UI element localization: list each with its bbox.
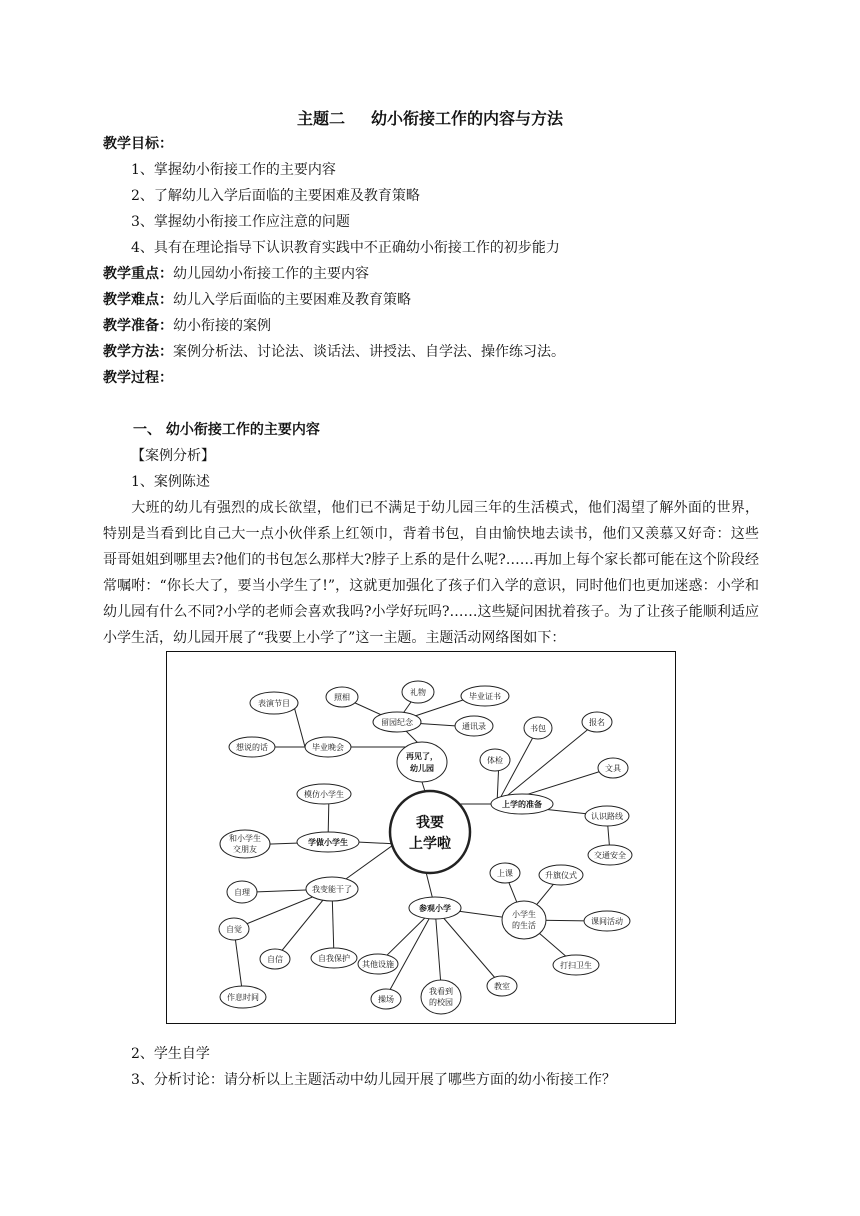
svg-text:和小学生: 和小学生 — [229, 834, 261, 843]
node-stationery — [598, 758, 628, 778]
field-value: 幼小衔接的案例 — [173, 318, 271, 334]
node-self-care — [227, 881, 257, 903]
mind-map-svg — [167, 652, 675, 1023]
node-schoolbag — [524, 717, 552, 739]
title-text: 幼小衔接工作的内容与方法 — [371, 109, 564, 128]
node-imitate — [297, 784, 351, 804]
field-label: 教学重点： — [103, 266, 173, 282]
node-gift — [402, 681, 434, 703]
svg-text:文具: 文具 — [605, 764, 621, 773]
node-class — [490, 863, 520, 883]
node-address-book — [455, 716, 493, 736]
page-title — [0, 106, 860, 129]
svg-text:上学的准备: 上学的准备 — [502, 800, 542, 809]
svg-text:的校园: 的校园 — [429, 998, 453, 1007]
node-campus — [421, 980, 461, 1014]
node-farewell — [397, 742, 447, 782]
svg-text:报名: 报名 — [589, 718, 605, 727]
svg-text:升旗仪式: 升旗仪式 — [545, 871, 577, 880]
svg-text:幼儿园: 幼儿园 — [410, 764, 434, 773]
field-label: 教学方法： — [103, 344, 173, 360]
title-part: 主题二 — [296, 109, 345, 128]
node-graduation-party — [305, 737, 351, 757]
field-value: 幼儿园幼小衔接工作的主要内容 — [173, 266, 369, 282]
svg-text:上课: 上课 — [497, 869, 513, 878]
node-capable — [306, 877, 358, 901]
svg-text:的生活: 的生活 — [512, 921, 536, 930]
svg-text:我变能干了: 我变能干了 — [312, 885, 352, 894]
svg-text:自觉: 自觉 — [226, 925, 242, 934]
svg-text:参观小学: 参观小学 — [419, 904, 451, 913]
svg-text:通讯录: 通讯录 — [462, 722, 486, 731]
svg-text:交通安全: 交通安全 — [594, 851, 626, 860]
process-row — [103, 368, 173, 388]
node-learn-pupil — [297, 832, 359, 852]
svg-text:学做小学生: 学做小学生 — [308, 838, 348, 847]
node-traffic — [588, 845, 632, 865]
svg-text:照相: 照相 — [334, 693, 350, 702]
goals-heading: 教学目标： — [103, 136, 173, 152]
case-paragraph — [103, 495, 759, 651]
svg-text:打扫卫生: 打扫卫生 — [560, 961, 592, 970]
svg-text:表演节目: 表演节目 — [258, 699, 290, 708]
node-preparation — [491, 794, 553, 814]
svg-text:作息时间: 作息时间 — [227, 993, 259, 1002]
svg-text:自我保护: 自我保护 — [318, 954, 350, 963]
node-enroll — [582, 712, 612, 732]
node-friends — [220, 830, 270, 858]
node-schedule — [220, 986, 266, 1008]
svg-text:教室: 教室 — [494, 982, 510, 991]
node-photo — [326, 687, 358, 707]
svg-text:自理: 自理 — [234, 888, 250, 897]
node-words — [229, 737, 275, 757]
node-self-discipline — [219, 918, 249, 940]
node-route — [585, 806, 629, 826]
node-break-activity — [584, 911, 630, 931]
node-flag-ceremony — [539, 865, 583, 885]
field-value: 案例分析法、讨论法、谈话法、讲授法、自学法、操作练习法。 — [173, 344, 565, 360]
svg-text:交朋友: 交朋友 — [233, 845, 257, 854]
case-label: 【案例分析】 — [131, 448, 215, 464]
node-certificate — [461, 686, 509, 706]
goal-item: 4、具有在理论指导下认识教育实践中不正确幼小衔接工作的初步能力 — [131, 240, 560, 256]
svg-text:我看到: 我看到 — [429, 987, 453, 996]
subheading-self-study: 2、学生自学 — [131, 1046, 210, 1062]
svg-text:认识路线: 认识路线 — [591, 812, 623, 821]
center-line-1: 我要 — [416, 815, 444, 831]
node-self-protection — [311, 948, 357, 968]
goal-item: 1、掌握幼小衔接工作的主要内容 — [131, 162, 336, 178]
difficulty-row — [103, 290, 411, 310]
field-label: 教学难点： — [103, 292, 173, 308]
subheading-case: 1、案例陈述 — [131, 474, 210, 490]
svg-text:书包: 书包 — [530, 724, 546, 733]
svg-text:模仿小学生: 模仿小学生 — [304, 790, 344, 799]
case-paragraph-text: 大班的幼儿有强烈的成长欲望，他们已不满足于幼儿园三年的生活模式，他们渴望了解外面的世界，特别是当看到比自己大一点小伙伴系上红领巾，背着书包，自由愉快地去读书，他们又羡慕又好奇：这些哥哥姐姐到哪里去?他们的书包怎么那样大?脖子上系的是什么呢?……再加上每个家长都可能在这个阶段经常嘱咐：“你长大了，要当小学生了!”，这就更加强化了孩子们入学的意识，同时他们也更加迷惑：小学和幼儿园有什么不同?小学的老师会喜欢我吗?小学好玩吗?……这些疑问困扰着孩子。为了让孩子能顺利适应小学生活，幼儿园开展了“我要上小学了”这一主题。主题活动网络图如下： — [103, 500, 759, 646]
key-point-row — [103, 264, 369, 284]
node-performance — [250, 692, 298, 714]
node-pupil-life — [502, 901, 546, 939]
section-heading: 一、 幼小衔接工作的主要内容 — [133, 422, 320, 438]
svg-text:操场: 操场 — [378, 995, 394, 1004]
svg-text:体检: 体检 — [487, 756, 503, 765]
field-label: 教学过程： — [103, 370, 173, 386]
node-cleaning — [553, 955, 599, 975]
field-value: 幼儿入学后面临的主要困难及教育策略 — [173, 292, 411, 308]
node-memorial — [373, 712, 421, 732]
node-checkup — [480, 749, 510, 771]
svg-text:想说的话: 想说的话 — [236, 743, 268, 752]
center-node — [390, 791, 470, 873]
theme-mind-map — [166, 651, 676, 1024]
node-classroom — [487, 976, 517, 996]
field-label: 教学准备： — [103, 318, 173, 334]
node-facilities — [358, 954, 398, 974]
svg-text:留园纪念: 留园纪念 — [381, 718, 413, 727]
center-line-2: 上学啦 — [409, 836, 451, 852]
svg-text:毕业证书: 毕业证书 — [469, 692, 501, 701]
goal-item: 2、了解幼儿入学后面临的主要困难及教育策略 — [131, 188, 420, 204]
svg-text:小学生: 小学生 — [512, 910, 536, 919]
preparation-row — [103, 316, 271, 336]
method-row — [103, 342, 565, 362]
goal-item: 3、掌握幼小衔接工作应注意的问题 — [131, 214, 350, 230]
svg-text:课间活动: 课间活动 — [591, 917, 623, 926]
subheading-discussion: 3、分析讨论：请分析以上主题活动中幼儿园开展了哪些方面的幼小衔接工作？ — [131, 1072, 616, 1088]
node-playground — [371, 989, 401, 1009]
node-visit-school — [409, 897, 461, 919]
svg-text:毕业晚会: 毕业晚会 — [312, 743, 344, 752]
svg-text:礼物: 礼物 — [410, 688, 426, 697]
svg-text:再见了，: 再见了， — [406, 752, 438, 761]
node-confidence — [260, 949, 290, 969]
svg-text:其他设施: 其他设施 — [362, 960, 394, 969]
svg-text:自信: 自信 — [267, 955, 283, 964]
